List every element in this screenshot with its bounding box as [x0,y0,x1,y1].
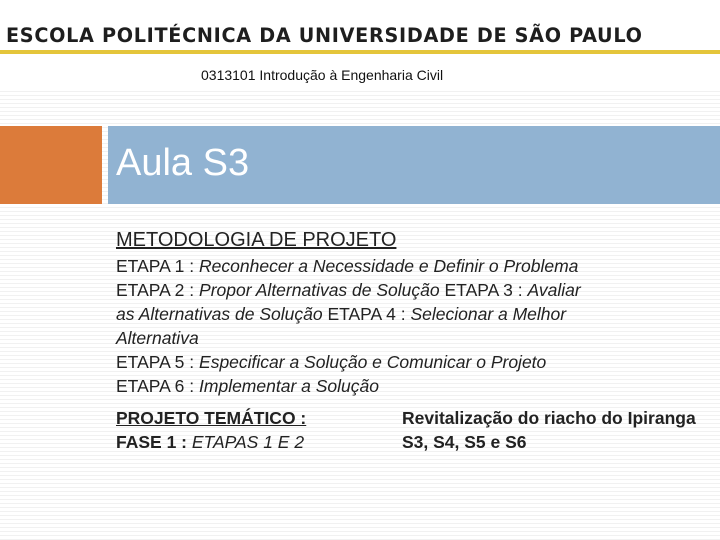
stage-label: ETAPA 3 : [444,280,523,300]
stage-label: ETAPA 6 : [116,376,195,396]
phase-row [116,430,586,454]
stage-2 [116,280,440,300]
banner-gold-rule [0,50,720,54]
phase-label: FASE 1 : [116,432,187,452]
stage-label: ETAPA 1 : [116,256,195,276]
phase-stages: ETAPAS 1 E 2 [191,432,305,452]
phase-sessions: S3, S4, S5 e S6 [402,432,527,452]
stage-1 [116,256,578,276]
slide-content [116,228,696,454]
project-theme [116,406,696,430]
course-header [0,62,720,88]
institution-banner [0,0,720,62]
stage-label: ETAPA 5 : [116,352,195,372]
stages-paragraph [116,254,586,398]
stage-label: ETAPA 2 : [116,280,195,300]
stage-text: Selecionar a Melhor Alternativa [116,304,567,348]
institution-name: ESCOLA POLITÉCNICA DA UNIVERSIDADE DE SÃO PAULO [6,24,643,47]
stage-text: Propor Alternativas de Solução [199,280,440,300]
slide-title: Aula S3 [116,142,250,184]
stage-text: Implementar a Solução [199,376,379,396]
stage-text: Reconhecer a Necessidade e Definir o Problema [199,256,579,276]
stage-label: ETAPA 4 : [327,304,406,324]
stage-6 [116,376,379,396]
section-heading: METODOLOGIA DE PROJETO [116,229,397,251]
project-value: Revitalização do riacho do Ipiranga [402,408,696,428]
stage-5 [116,352,546,372]
course-name: 0313101 Introdução à Engenharia Civil [201,67,444,83]
stage-text: Avaliar as Alternativas de Solução [116,280,581,324]
orange-accent-block [0,126,102,204]
project-label: PROJETO TEMÁTICO : [116,408,307,428]
stage-text: Especificar a Solução e Comunicar o Projeto [199,352,547,372]
title-bar [108,126,720,204]
